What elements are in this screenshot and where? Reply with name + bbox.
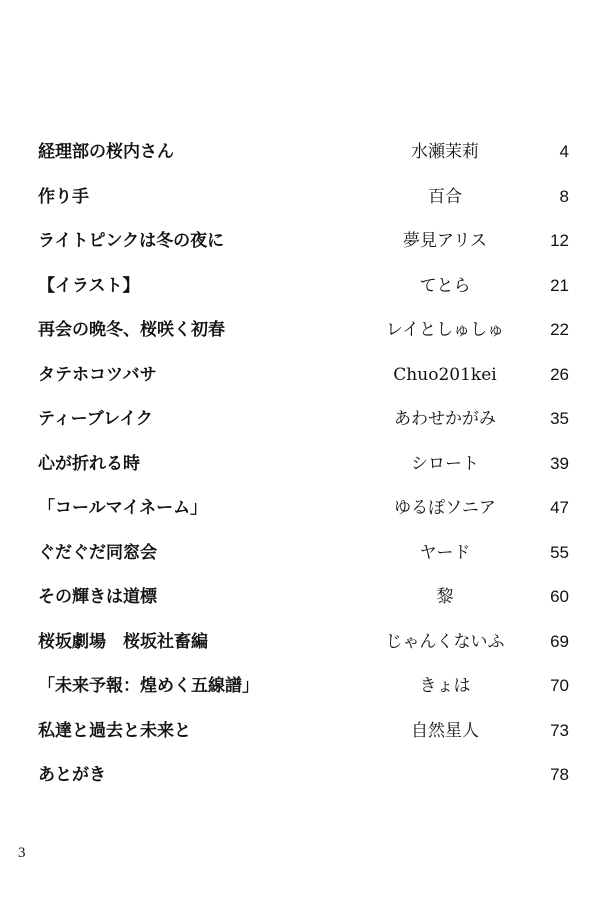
toc-entry-title: 【イラスト】 bbox=[38, 275, 140, 296]
toc-entry-title: 「未来予報：煌めく五線譜」 bbox=[38, 676, 259, 696]
toc-entry-title: 心が折れる時 bbox=[38, 453, 140, 474]
page-number: 3 bbox=[18, 845, 26, 861]
toc-entry-author: シロート bbox=[411, 453, 479, 474]
toc-entry-page: 60 bbox=[550, 587, 569, 606]
toc-entry-page: 70 bbox=[550, 676, 569, 695]
toc-entry-title: ライトピンクは冬の夜に bbox=[38, 231, 225, 251]
toc-entry bbox=[0, 220, 613, 265]
toc-entry-page: 69 bbox=[550, 631, 569, 651]
toc-entry bbox=[0, 487, 613, 532]
toc-entry-author: 自然星人 bbox=[411, 720, 479, 741]
toc-entry-title: 私達と過去と未来と bbox=[38, 720, 191, 741]
toc-entry-title: 桜坂劇場 桜坂社畜編 bbox=[38, 631, 208, 652]
toc-entry bbox=[0, 710, 613, 755]
toc-entry bbox=[0, 754, 613, 799]
toc-entry-page: 12 bbox=[550, 231, 569, 250]
toc-entry bbox=[0, 443, 613, 488]
toc-entry-page: 73 bbox=[550, 720, 569, 740]
toc-entry-page: 78 bbox=[550, 765, 569, 784]
toc-entry-author: 夢見アリス bbox=[403, 231, 487, 251]
toc-entry-title: 「コールマイネーム」 bbox=[38, 498, 208, 518]
toc-entry bbox=[0, 309, 613, 354]
toc-entry bbox=[0, 621, 613, 666]
toc-entry-page: 35 bbox=[550, 409, 569, 428]
toc-entry-author: 百合 bbox=[428, 186, 462, 207]
toc-entry bbox=[0, 176, 613, 221]
toc-entry-page: 8 bbox=[559, 186, 569, 206]
toc-entry-author: あわせかがみ bbox=[394, 409, 496, 429]
toc-entry bbox=[0, 398, 613, 443]
toc-entry-author: きょは bbox=[419, 676, 471, 696]
toc-entry-page: 26 bbox=[550, 364, 569, 384]
toc-entry-author: レイとしゅしゅ bbox=[385, 320, 505, 340]
toc-entry-title: あとがき bbox=[38, 765, 106, 785]
toc-entry-title: 作り手 bbox=[38, 186, 89, 207]
toc-entry-author: ゆるぽソニア bbox=[394, 498, 496, 518]
toc-entry bbox=[0, 265, 613, 310]
toc-entry-page: 47 bbox=[550, 498, 569, 517]
toc-entry bbox=[0, 576, 613, 621]
toc-entry-author: 黎 bbox=[436, 587, 454, 607]
toc-entry-title: ティーブレイク bbox=[38, 409, 153, 429]
toc-entry bbox=[0, 131, 613, 176]
toc-entry-author: てとら bbox=[419, 275, 471, 296]
toc-entry-title: ぐだぐだ同窓会 bbox=[38, 542, 157, 563]
toc-entry-author: 水瀬茉莉 bbox=[411, 142, 479, 162]
toc-entry-title: タテホコツバサ bbox=[38, 364, 157, 385]
toc-entry bbox=[0, 354, 613, 399]
toc-entry-title: 再会の晩冬、桜咲く初春 bbox=[38, 320, 225, 340]
toc-entry-page: 21 bbox=[550, 275, 569, 295]
toc-entry-title: その輝きは道標 bbox=[38, 587, 157, 607]
toc-entry-author: じゃんくないふ bbox=[385, 631, 505, 652]
toc-entry-author: ヤード bbox=[419, 542, 471, 563]
toc-entry-author: Chuo201kei bbox=[393, 364, 497, 385]
table-of-contents bbox=[0, 131, 613, 799]
toc-entry-page: 22 bbox=[550, 320, 569, 339]
toc-entry-page: 55 bbox=[550, 542, 569, 562]
toc-entry-title: 経理部の桜内さん bbox=[38, 142, 174, 162]
toc-entry bbox=[0, 532, 613, 577]
toc-entry bbox=[0, 665, 613, 710]
toc-entry-page: 4 bbox=[559, 142, 569, 161]
toc-entry-page: 39 bbox=[550, 453, 569, 473]
